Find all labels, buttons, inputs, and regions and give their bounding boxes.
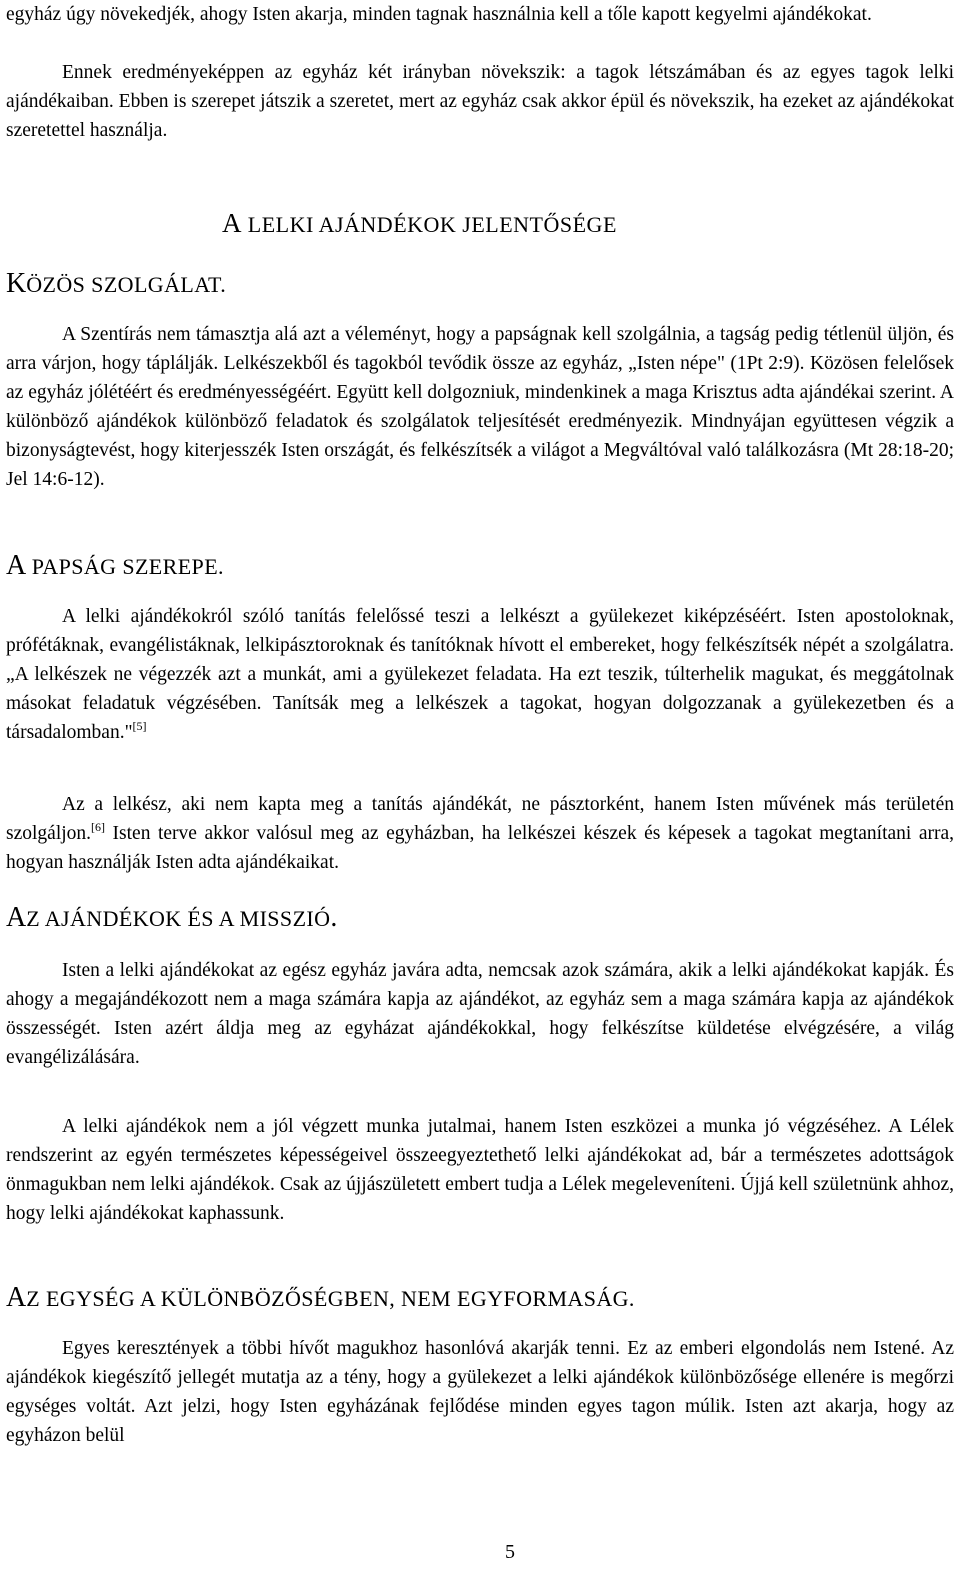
section-title [222, 208, 617, 239]
title-rest: LELKI AJÁNDÉKOK JELENTŐSÉGE [247, 212, 617, 237]
heading-kozos-szolgalat [6, 268, 226, 300]
paragraph-text: Isten terve akkor valósul meg az egyházban, ha lelkészei készek és képesek a tagokat megtanítani arra, hogyan használják Isten adta ajándékaikat. [6, 823, 954, 873]
heading-initial: A [6, 1282, 27, 1313]
heading-rest: Z EGYSÉG A KÜLÖNBÖZŐSÉGBEN, NEM EGYFORMASÁG. [26, 1286, 635, 1311]
heading-papsag-szerepe [6, 550, 224, 582]
heading-rest: ÖZÖS SZOLGÁLAT. [26, 272, 227, 297]
heading-period: . [330, 902, 338, 933]
paragraph-growth: Ennek eredményeképpen az egyház két irányban növekszik: a tagok létszámában és az egyes tagok lelki ajándékaiban. Ebben is szerepet játszik a szeretet, mert az egyház csak akkor épül és növekszik, ha ezeket az ajándékokat szeretettel használja. [6, 62, 954, 141]
paragraph-text: A lelki ajándékokról szóló tanítás felelőssé teszi a lelkészt a gyülekezet kiképzéséért. Isten apostoloknak, prófétáknak, evangélistáknak, lelkipásztoroknak és tanítóknak hívott el embereket, hogy felkészítsék népét a szolgálatra. „A lelkészek ne végezzék azt a munkát, ami a gyülekezet feladata. Ha ezt teszik, túlterhelik magukat, és meggátolnak másokat feladatuk végzésében. Tanítsák meg a lelkészek a tagokat, hogyan dolgozzanak a gyülekezetben és a társadalomban." [6, 606, 954, 743]
paragraph-egyseg: Egyes keresztények a többi hívőt magukhoz hasonlóvá akarják tenni. Ez az emberi elgondolás nem Istené. Az ajándékok kiegészítő jellegét mutatja az a tény, hogy a gyülekezet a lelki ajándékok különbözősége ellenére is megőrzi egységes voltát. Azt jelzi, hogy Isten egyházának fejlődése minden egyes tagon múlik. Isten azt akarja, hogy az egyházon belül [6, 1338, 954, 1446]
heading-initial: K [6, 268, 27, 299]
paragraph-misszio-1: Isten a lelki ajándékokat az egész egyház javára adta, nemcsak azok számára, akik a lelki ajándékokat kapják. És ahogy a megajándékozott nem a maga számára kapja az ajándékot, az egyház sem a maga számára kapja az ajándékok összességét. Isten azért áldja meg az egyházat ajándékokkal, hogy felkészítse küldetése elvégzésére, a világ evangélizálására. [6, 960, 954, 1068]
heading-rest: Z AJÁNDÉKOK ÉS A MISSZIÓ [26, 906, 331, 931]
footnote-ref-5[interactable]: [5] [132, 719, 147, 733]
footnote-ref-6[interactable]: [6] [91, 820, 106, 834]
paragraph-misszio-2: A lelki ajándékok nem a jól végzett munka jutalmai, hanem Isten eszközei a munka jó végzéséhez. A Lélek rendszerint az egyén természetes képességeivel összeegyeztethető lelki ajándékokat ad, bár a természetes adottságok önmagukban nem lelki ajándékok. Csak az újjászületett embert tudja a Lélek megeleveníteni. Újjá kell születnünk ahhoz, hogy lelki ajándékokat kaphassunk. [6, 1116, 954, 1224]
paragraph-papsag-1 [6, 602, 954, 747]
paragraph-text: Az a lelkész, aki nem kapta meg a tanítás ajándékát, ne pásztorként, hanem Isten művének más területén szolgáljon. [6, 794, 954, 844]
paragraph-papsag-2 [6, 790, 954, 877]
heading-rest: PAPSÁG SZEREPE. [31, 554, 224, 579]
title-initial: A [222, 208, 241, 238]
paragraph-continuation: egyház úgy növekedjék, ahogy Isten akarja, minden tagnak használnia kell a tőle kapott kegyelmi ajándékokat. [6, 4, 872, 25]
heading-egyseg [6, 1282, 635, 1314]
heading-initial: A [6, 902, 27, 933]
page-number: 5 [505, 1541, 515, 1563]
heading-ajandekok-es-misszio [6, 902, 337, 934]
heading-initial: A [6, 550, 25, 581]
paragraph-kozos-szolgalat: A Szentírás nem támasztja alá azt a véleményt, hogy a papságnak kell szolgálnia, a tagság pedig tétlenül üljön, és arra várjon, hogy táplálják. Lelkészekből és tagokból tevődik össze az egyház, „Isten népe" (1Pt 2:9). Közösen felelősek az egyház jólétéért és eredményességéért. Együtt kell dolgozniuk, mindenkinek a maga Krisztus adta ajándékai szerint. A különböző ajándékok különböző feladatok és szolgálatok teljesítését eredményezik. Mindnyájan együttesen végzik a bizonyságtevést, hogy kiterjesszék Isten országát, és felkészítsék a világot a Megváltóval való találkozásra (Mt 28:18-20; Jel 14:6-12). [6, 324, 954, 490]
